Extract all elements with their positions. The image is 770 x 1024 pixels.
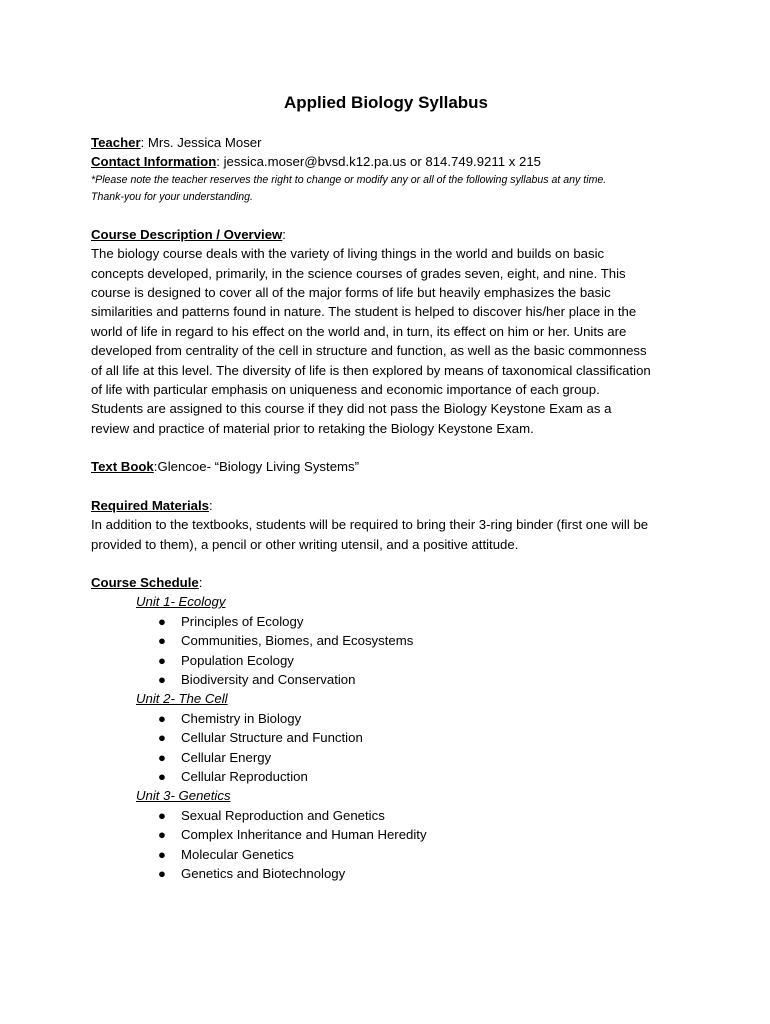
materials-line: provided to them), a pencil or other writing utensil, and a positive attitude. <box>91 536 519 552</box>
bullet-icon: ● <box>158 633 166 649</box>
bullet-icon: ● <box>158 768 166 784</box>
description-label: Course Description / Overview <box>91 226 283 242</box>
bullet-icon: ● <box>158 613 166 629</box>
description-line: Students are assigned to this course if they did not pass the Biology Keystone Exam as a <box>91 401 612 417</box>
bullet-icon: ● <box>158 730 166 746</box>
page-title: Applied Biology Syllabus <box>283 93 489 112</box>
description-line: of all life at this level. The diversity of life is then explored by means of taxonomical classification <box>91 362 651 378</box>
textbook-value: :Glencoe- “Biology Living Systems” <box>153 459 359 475</box>
list-item <box>91 728 691 747</box>
bullet-icon: ● <box>158 652 166 668</box>
list-item <box>91 825 691 844</box>
list-item <box>91 748 691 767</box>
description-body <box>91 244 691 438</box>
list-item <box>91 631 691 650</box>
syllabus-content <box>91 93 691 883</box>
topic-text: Chemistry in Biology <box>181 710 302 726</box>
topic-text: Cellular Energy <box>181 749 272 765</box>
topic-text: Sexual Reproduction and Genetics <box>181 807 385 823</box>
topic-text: Molecular Genetics <box>181 846 294 862</box>
unit-block <box>91 689 691 786</box>
description-line: similarities and patterns found in nature. The student is helped to discover his/her place in the <box>91 304 637 320</box>
description-line: world of life in regard to his effect on the world and, in turn, its effect on him or her. Units are <box>91 323 627 339</box>
bullet-icon: ● <box>158 749 166 765</box>
list-item <box>91 845 691 864</box>
materials-heading <box>91 496 691 515</box>
teacher-value: : Mrs. Jessica Moser <box>140 135 262 150</box>
description-line: developed from centrality of the cell in structure and function, as well as the basic commonness <box>91 343 647 359</box>
list-item <box>91 806 691 825</box>
unit-block <box>91 786 691 883</box>
unit-block <box>91 592 691 689</box>
topic-list <box>91 612 691 690</box>
topic-text: Population Ecology <box>181 652 294 668</box>
disclaimer-line: Thank-you for your understanding. <box>91 190 253 203</box>
topic-text: Cellular Reproduction <box>181 768 308 784</box>
list-item <box>91 864 691 883</box>
textbook-line <box>91 457 691 476</box>
unit-title: Unit 2- The Cell <box>136 691 228 707</box>
bullet-icon: ● <box>158 807 166 823</box>
bullet-icon: ● <box>158 866 166 881</box>
topic-text: Principles of Ecology <box>181 613 304 629</box>
bullet-icon: ● <box>158 671 166 687</box>
description-line: The biology course deals with the variety of living things in the world and builds on basic <box>91 246 605 262</box>
description-line: review and practice of material prior to retaking the Biology Keystone Exam. <box>91 420 534 436</box>
list-item <box>91 709 691 728</box>
materials-line: In addition to the textbooks, students will be required to bring their 3-ring binder (first one will be <box>91 517 649 533</box>
teacher-label: Teacher <box>91 135 141 150</box>
list-item <box>91 670 691 689</box>
list-item <box>91 612 691 631</box>
bullet-icon: ● <box>158 710 166 726</box>
materials-suffix: : <box>209 497 213 513</box>
topic-list <box>91 806 691 884</box>
description-line: of life with particular emphasis on uniqueness and economic importance of each group. <box>91 382 600 398</box>
description-line: course is designed to cover all of the major forms of life but heavily emphasizes the basic <box>91 285 611 301</box>
contact-line <box>91 152 691 171</box>
contact-value: : jessica.moser@bvsd.k12.pa.us or 814.749.9211 x 215 <box>216 154 541 170</box>
bullet-icon: ● <box>158 827 166 843</box>
topic-text: Genetics and Biotechnology <box>181 866 346 881</box>
description-heading <box>91 225 691 244</box>
topic-list <box>91 709 691 787</box>
teacher-line <box>91 133 691 152</box>
contact-label: Contact Information <box>91 154 217 170</box>
schedule-heading <box>91 573 691 592</box>
topic-text: Cellular Structure and Function <box>181 730 363 746</box>
disclaimer-line: *Please note the teacher reserves the right to change or modify any or all of the following syllabus at any time. <box>91 173 607 186</box>
schedule-suffix: : <box>198 574 203 590</box>
list-item <box>91 767 691 786</box>
topic-text: Communities, Biomes, and Ecosystems <box>181 633 414 649</box>
description-suffix: : <box>282 226 286 242</box>
description-line: concepts developed, primarily, in the science courses of grades seven, eight, and nine. This <box>91 265 626 281</box>
materials-label: Required Materials <box>91 497 209 513</box>
topic-text: Complex Inheritance and Human Heredity <box>181 827 427 843</box>
topic-text: Biodiversity and Conservation <box>181 671 356 687</box>
schedule-label: Course Schedule <box>91 574 199 590</box>
unit-title: Unit 1- Ecology <box>136 594 226 610</box>
bullet-icon: ● <box>158 846 166 862</box>
unit-title: Unit 3- Genetics <box>136 788 231 804</box>
textbook-label: Text Book <box>91 459 154 475</box>
list-item <box>91 651 691 670</box>
